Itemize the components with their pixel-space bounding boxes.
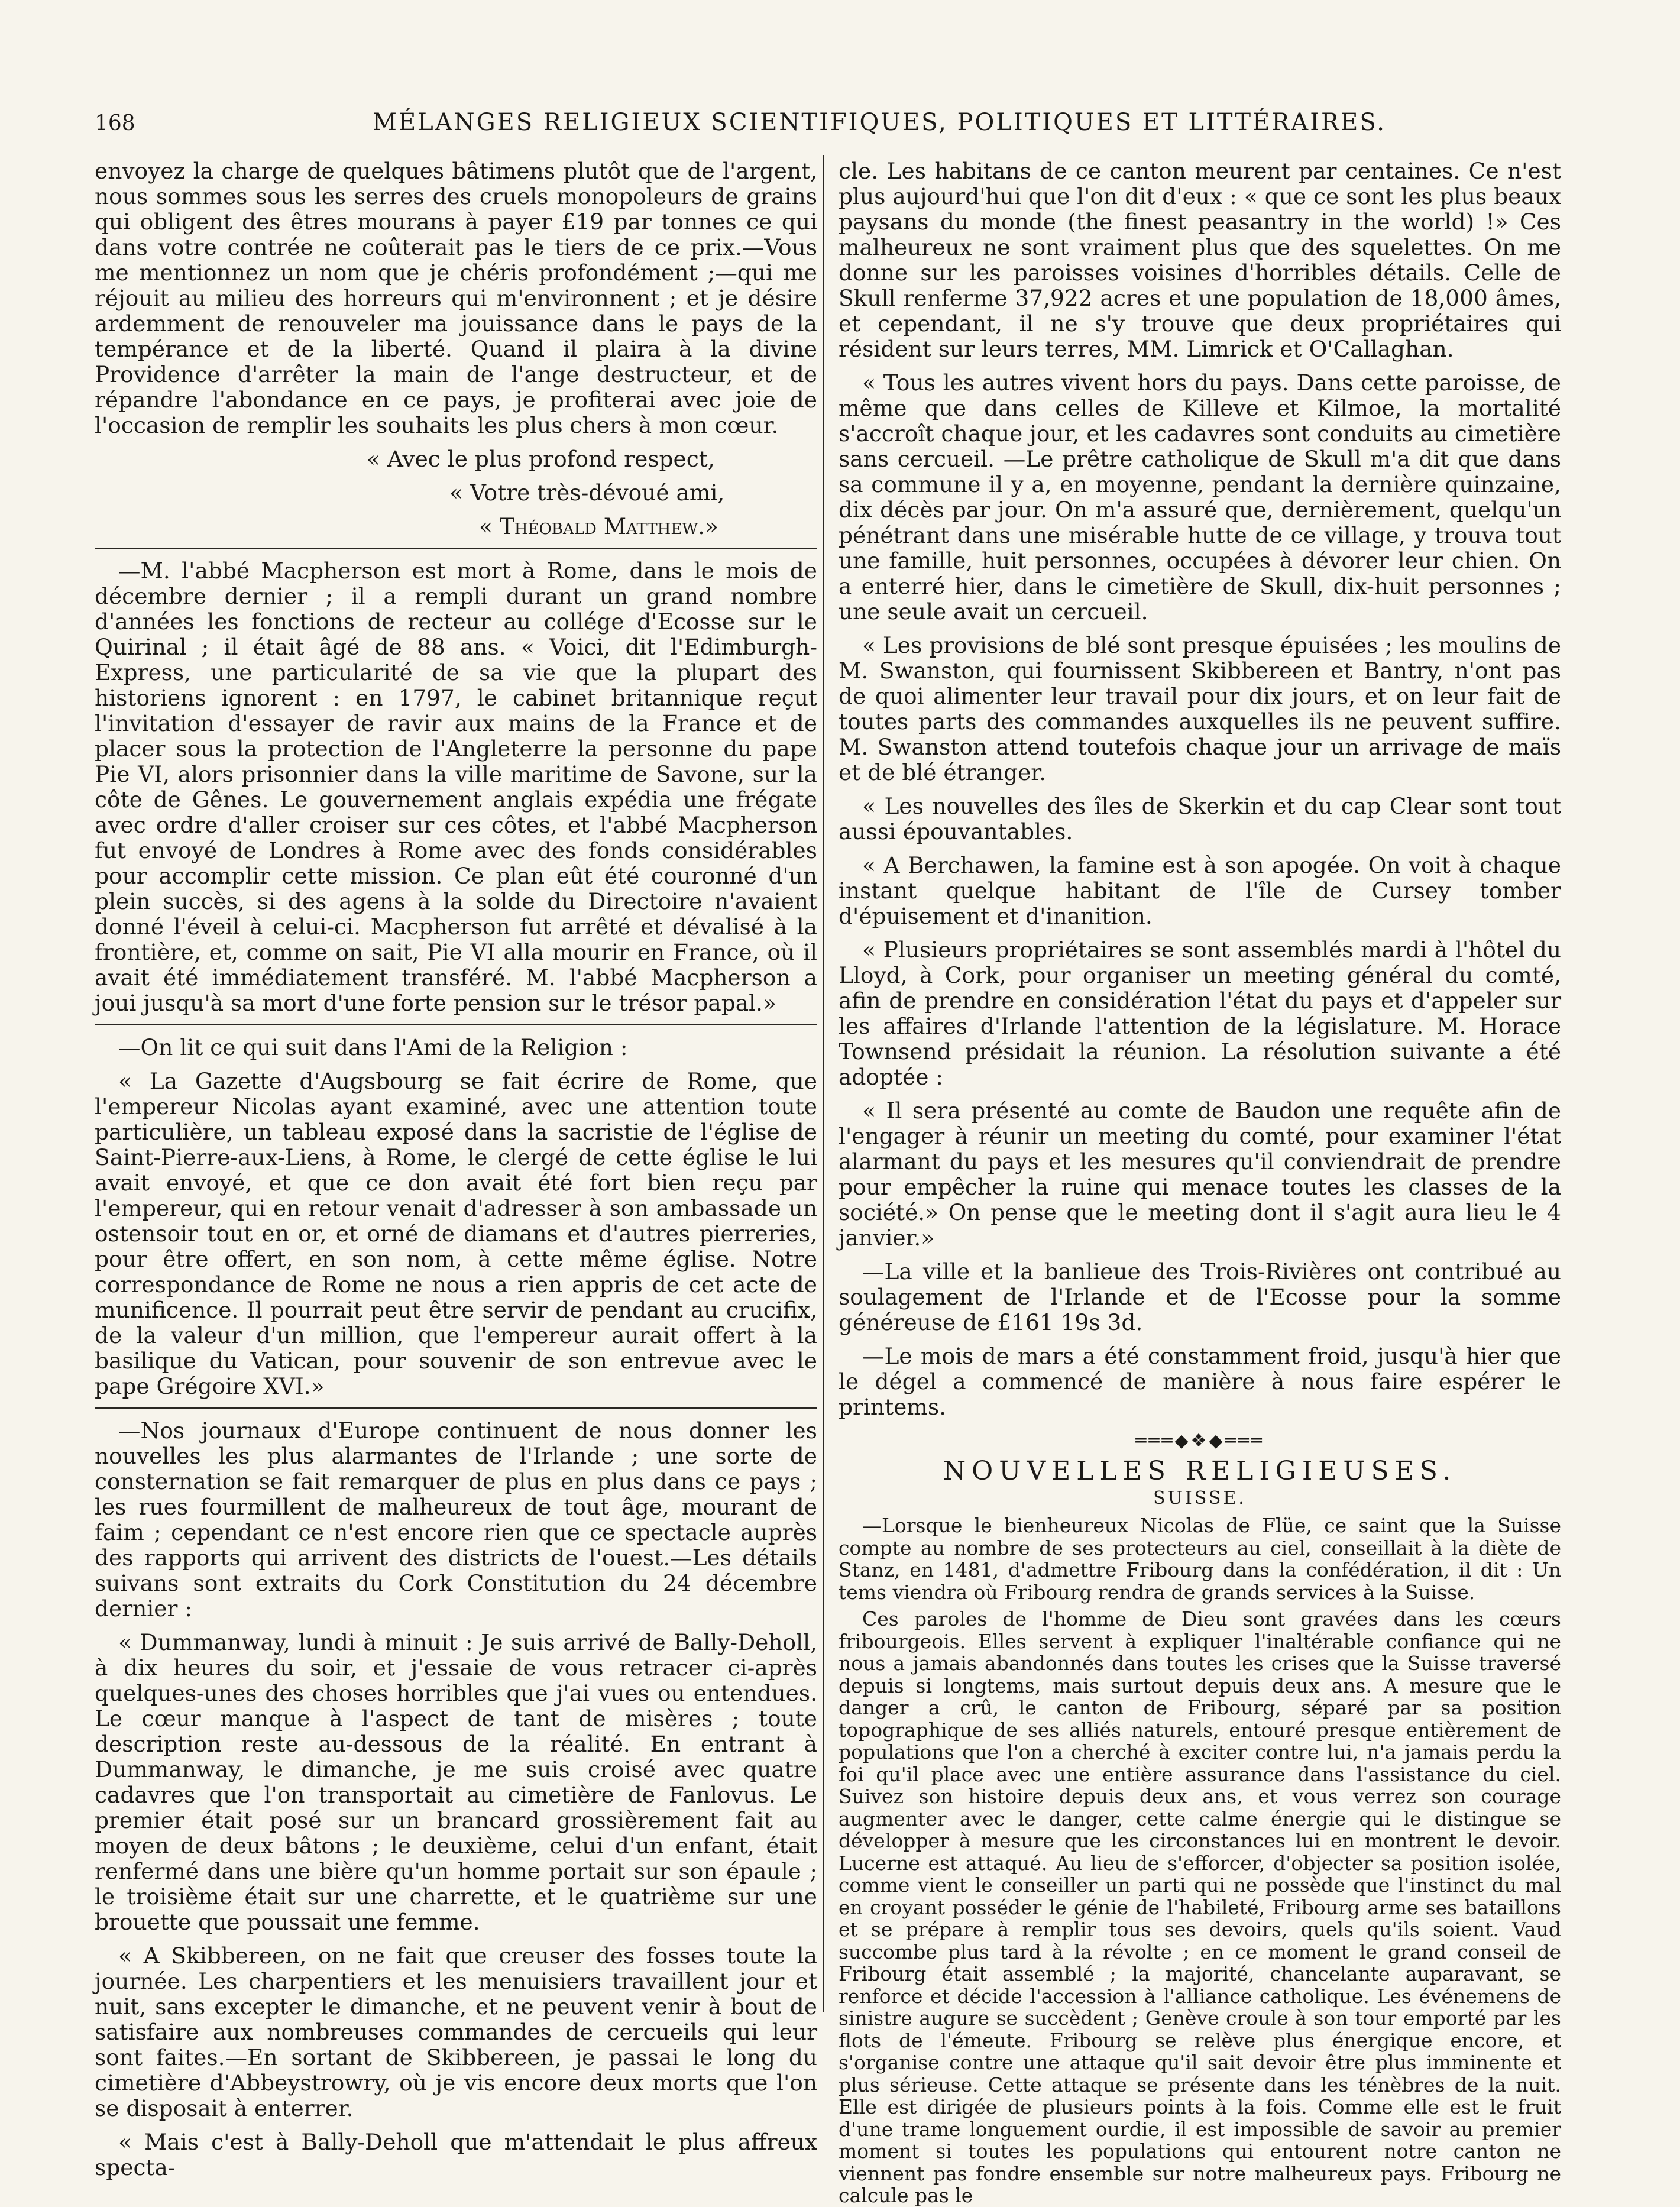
running-title: MÉLANGES RELIGIEUX SCIENTIFIQUES, POLITIQUES ET LITTÉRAIRES. bbox=[373, 109, 1387, 136]
paragraph: —M. l'abbé Macpherson est mort à Rome, dans le mois de décembre dernier ; il a rempli durant un grand nombre d'années les fonctions de recteur au collége d'Ecosse sur le Quirinal ; il était âgé de 88 ans. « Voici, dit l'Edimburgh-Express, une particularité de sa vie que la plupart des historiens ignorent : en 1797, le cabinet britannique reçut l'invitation d'essayer de ravir aux mains de la France et de placer sous la protection de l'Angleterre la personne du pape Pie VI, alors prisonnier dans la ville maritime de Savone, sur la côte de Gênes. Le gouvernement anglais expédia une frégate avec ordre d'aller croiser sur ces côtes, et l'abbé Macpherson fut envoyé de Londres à Rome avec des fonds considérables pour accomplir cette mission. Ce plan eût été couronné d'un plein succès, si des agens à la solde du Directoire n'avaient donné l'éveil à celui-ci. Macpherson fut arrêté et dévalisé à la frontière, et, comme on sait, Pie VI alla mourir en France, où il avait été immédiatement transféré. M. l'abbé Macpherson a joui jusqu'à sa mort d'une forte pension sur le trésor papal.» bbox=[95, 558, 817, 1016]
paragraph: « Mais c'est à Bally-Deholl que m'attendait le plus affreux specta- bbox=[95, 2129, 817, 2180]
paragraph: —On lit ce qui suit dans l'Ami de la Religion : bbox=[118, 1034, 628, 1060]
separator-rule bbox=[95, 1407, 817, 1409]
paragraph: envoyez la charge de quelques bâtimens plutôt que de l'argent, nous sommes sous les serres des cruels monopoleurs de grains qui obligent des êtres mourans à payer £19 par tonnes ce qui dans votre contrée ne coûterait pas le tiers de ce prix.—Vous me mentionnez un nom que je chéris profondément ;—qui me réjouit au milieu des horreurs qui m'environnent ; et je désire ardemment de renouveler ma jouissance dans le pays de la tempérance et de la liberté. Quand il plaira à la divine Providence d'arrêter la main de l'ange destructeur, et de répandre l'abondance en ce pays, je profiterai avec joie de l'occasion de remplir les souhaits les plus chers à mon cœur. bbox=[95, 158, 817, 438]
signature-line: « Votre très-dévoué ami, bbox=[449, 480, 725, 506]
right-column bbox=[839, 158, 1561, 2207]
paragraph: —La ville et la banlieue des Trois-Rivières ont contribué au soulagement de l'Irlande et de l'Ecosse pour la somme généreuse de £161 19s 3d. bbox=[839, 1258, 1561, 1335]
left-column bbox=[95, 158, 817, 2180]
paragraph: « La Gazette d'Augsbourg se fait écrire de Rome, que l'empereur Nicolas ayant examiné, avec une attention toute particulière, un tableau exposé dans la sacristie de l'église de Saint-Pierre-aux-Liens, à Rome, le clergé de cette église le lui avait envoyé, et que ce don avait été fort bien reçu par l'empereur, qui en retour venait d'adresser à son ambassade un ostensoir tout en or, et orné de diamans et d'autres pierreries, pour être offert, en son nom, à cette même église. Notre correspondance de Rome ne nous a rien appris de cet acte de munificence. Il pourrait peut être servir de pendant au crucifix, de la valeur d'un million, que l'empereur aurait offert à la basilique du Vatican, pour souvenir de son entrevue avec le pape Grégoire XVI.» bbox=[95, 1068, 817, 1399]
paragraph: Ces paroles de l'homme de Dieu sont gravées dans les cœurs fribourgeois. Elles servent à expliquer l'inaltérable confiance qui ne nous a jamais abandonnés dans toutes les crises que la Suisse traversé depuis si longtems, mais surtout depuis deux ans. A mesure que le danger a crû, le canton de Fribourg, séparé par sa position topographique de ses alliés naturels, entouré presque entièrement de populations que l'on a cherché à exciter contre lui, n'a jamais perdu la foi qu'il place avec une entière assurance dans l'assistance du ciel. Suivez son histoire depuis deux ans, et vous verrez son courage augmenter avec le danger, cette calme énergie qui le distingue se développer à mesure que les circonstances lui en montrent le devoir. Lucerne est attaqué. Au lieu de s'efforcer, d'objecter sa position isolée, comme vient le conseiller un parti qui ne possède que l'instinct du mal en croyant posséder le génie de l'habileté, Fribourg arme ses bataillons et se prépare à remplir tous ses devoirs, quels qu'ils soient. Vaud succombe plus tard à la révolte ; en ce moment le grand conseil de Fribourg était assemblé ; la majorité, chancelante auparavant, se renforce et décide l'accession à l'alliance catholique. Les événemens de sinistre augure se succèdent ; Genève croule à son tour emporté par les flots de l'émeute. Fribourg se relève plus énergique encore, et s'organise contre une attaque qu'il sait devoir être plus imminente et plus sérieuse. Cette attaque se présente dans les ténèbres de la nuit. Elle est dirigée de plusieurs points à la fois. Comme elle est le fruit d'une trame longuement ourdie, il est impossible de savoir au premier moment si toutes les populations qui entourent notre canton ne viennent pas fondre ensemble sur notre malheureux pays. Fribourg ne calcule pas le bbox=[839, 1607, 1561, 2207]
section-title: NOUVELLES RELIGIEUSES. bbox=[943, 1456, 1457, 1486]
page-header bbox=[95, 105, 1585, 142]
paragraph: « Il sera présenté au comte de Baudon une requête afin de l'engager à réunir un meeting du comté, pour examiner l'état alarmant du pays et les mesures qu'il conviendrait de prendre pour empêcher la ruine qui menace toutes les classes de la société.» On pense que le meeting dont il s'agit aura lieu le 4 janvier.» bbox=[839, 1098, 1561, 1251]
paragraph: « Les provisions de blé sont presque épuisées ; les moulins de M. Swanston, qui fournissent Skibbereen et Bantry, n'ont pas de quoi alimenter leur travail pour dix jours, et on leur fait de toutes parts des commandes auxquelles ils ne peuvent suffire. M. Swanston attend toutefois chaque jour un arrivage de maïs et de blé étranger. bbox=[839, 632, 1561, 785]
separator-rule bbox=[95, 548, 817, 549]
paragraph: —Le mois de mars a été constamment froid, jusqu'à hier que le dégel a commencé de manière à nous faire espérer le printems. bbox=[839, 1343, 1561, 1420]
signature-name: « Théobald Matthew.» bbox=[479, 513, 718, 539]
signature-line: « Avec le plus profond respect, bbox=[367, 446, 715, 472]
paragraph: « Dummanway, lundi à minuit : Je suis arrivé de Bally-Deholl, à dix heures du soir, et j'essaie de vous retracer ci-après quelques-unes des choses horribles que j'ai vues ou entendues. Le cœur manque à l'aspect de tant de misères ; toute description reste au-dessous de la réalité. En entrant à Dummanway, le dimanche, je me suis croisé avec quatre cadavres que l'on transportait au cimetière de Fanlovus. Le premier était posé sur un brancard grossièrement fait au moyen de deux bâtons ; le deuxième, celui d'un enfant, était renfermé dans une bière qu'un homme portait sur son épaule ; le troisième était sur une charrette, et le quatrième sur une brouette que poussait une femme. bbox=[95, 1629, 817, 1935]
paragraph: « Tous les autres vivent hors du pays. Dans cette paroisse, de même que dans celles de Killeve et Kilmoe, la mortalité s'accroît chaque jour, et les cadavres sont conduits au cimetière sans cercueil. —Le prêtre catholique de Skull m'a dit que dans sa commune il y a, en moyenne, pendant la dernière quinzaine, dix décès par jour. On m'a assuré que, dernièrement, quelqu'un pénétrant dans une misérable hutte de ce village, y trouva tout une famille, huit personnes, occupées à dévorer leur chien. On a enterré hier, dans le cimetière de Skull, dix-huit personnes ; une seule avait un cercueil. bbox=[839, 370, 1561, 624]
separator-rule bbox=[95, 1024, 817, 1025]
paragraph: —Nos journaux d'Europe continuent de nous donner les nouvelles les plus alarmantes de l'Irlande ; une sorte de consternation se fait remarquer de plus en plus dans ce pays ; les rues fourmillent de malheureux de tout âge, mourant de faim ; cependant ce n'est encore rien que ce spectacle auprès des rapports qui arrivent des districts de l'ouest.—Les détails suivans sont extraits du Cork Constitution du 24 décembre dernier : bbox=[95, 1418, 817, 1622]
section-subhead: SUISSE. bbox=[1153, 1488, 1247, 1509]
paragraph: « A Berchawen, la famine est à son apogée. On voit à chaque instant quelque habitant de l'île de Cursey tomber d'épuisement et d'inanition. bbox=[839, 852, 1561, 929]
paragraph: « Plusieurs propriétaires se sont assemblés mardi à l'hôtel du Lloyd, à Cork, pour organiser un meeting général du comté, afin de prendre en considération l'état du pays et d'appeler sur les affaires d'Irlande l'attention de la législature. M. Horace Townsend présidait la réunion. La résolution suivante a été adoptée : bbox=[839, 937, 1561, 1090]
page-number: 168 bbox=[95, 111, 135, 135]
paragraph: « Les nouvelles des îles de Skerkin et du cap Clear sont tout aussi épouvantables. bbox=[839, 793, 1561, 844]
ornament-divider: ═══◆❖◆═══ bbox=[1135, 1431, 1264, 1451]
column-divider bbox=[823, 155, 824, 2012]
paragraph: —Lorsque le bienheureux Nicolas de Flüe, ce saint que la Suisse compte au nombre de ses protecteurs au ciel, conseillait à la diète de Stanz, en 1481, d'admettre Fribourg dans la confédération, il dit : Un tems viendra où Fribourg rendra de grands services à la Suisse. bbox=[839, 1514, 1561, 1604]
paragraph: cle. Les habitans de ce canton meurent par centaines. Ce n'est plus aujourd'hui que l'on dit d'eux : « que ce sont les plus beaux paysans du monde (the finest peasantry in the world) !» Ces malheureux ne sont vraiment plus que des squelettes. On me donne sur les paroisses voisines d'horribles détails. Celle de Skull renferme 37,922 acres et une population de 18,000 âmes, et cependant, il ne s'y trouve que deux propriétaires qui résident sur leurs terres, MM. Limrick et O'Callaghan. bbox=[839, 158, 1561, 362]
paragraph: « A Skibbereen, on ne fait que creuser des fosses toute la journée. Les charpentiers et les menuisiers travaillent jour et nuit, sans excepter le dimanche, et ne peuvent venir à bout de satisfaire aux nombreuses commandes de cercueils qui leur sont faites.—En sortant de Skibbereen, je passai le long du cimetière d'Abbeystrowry, où je vis encore deux morts que l'on se disposait à enterrer. bbox=[95, 1943, 817, 2121]
